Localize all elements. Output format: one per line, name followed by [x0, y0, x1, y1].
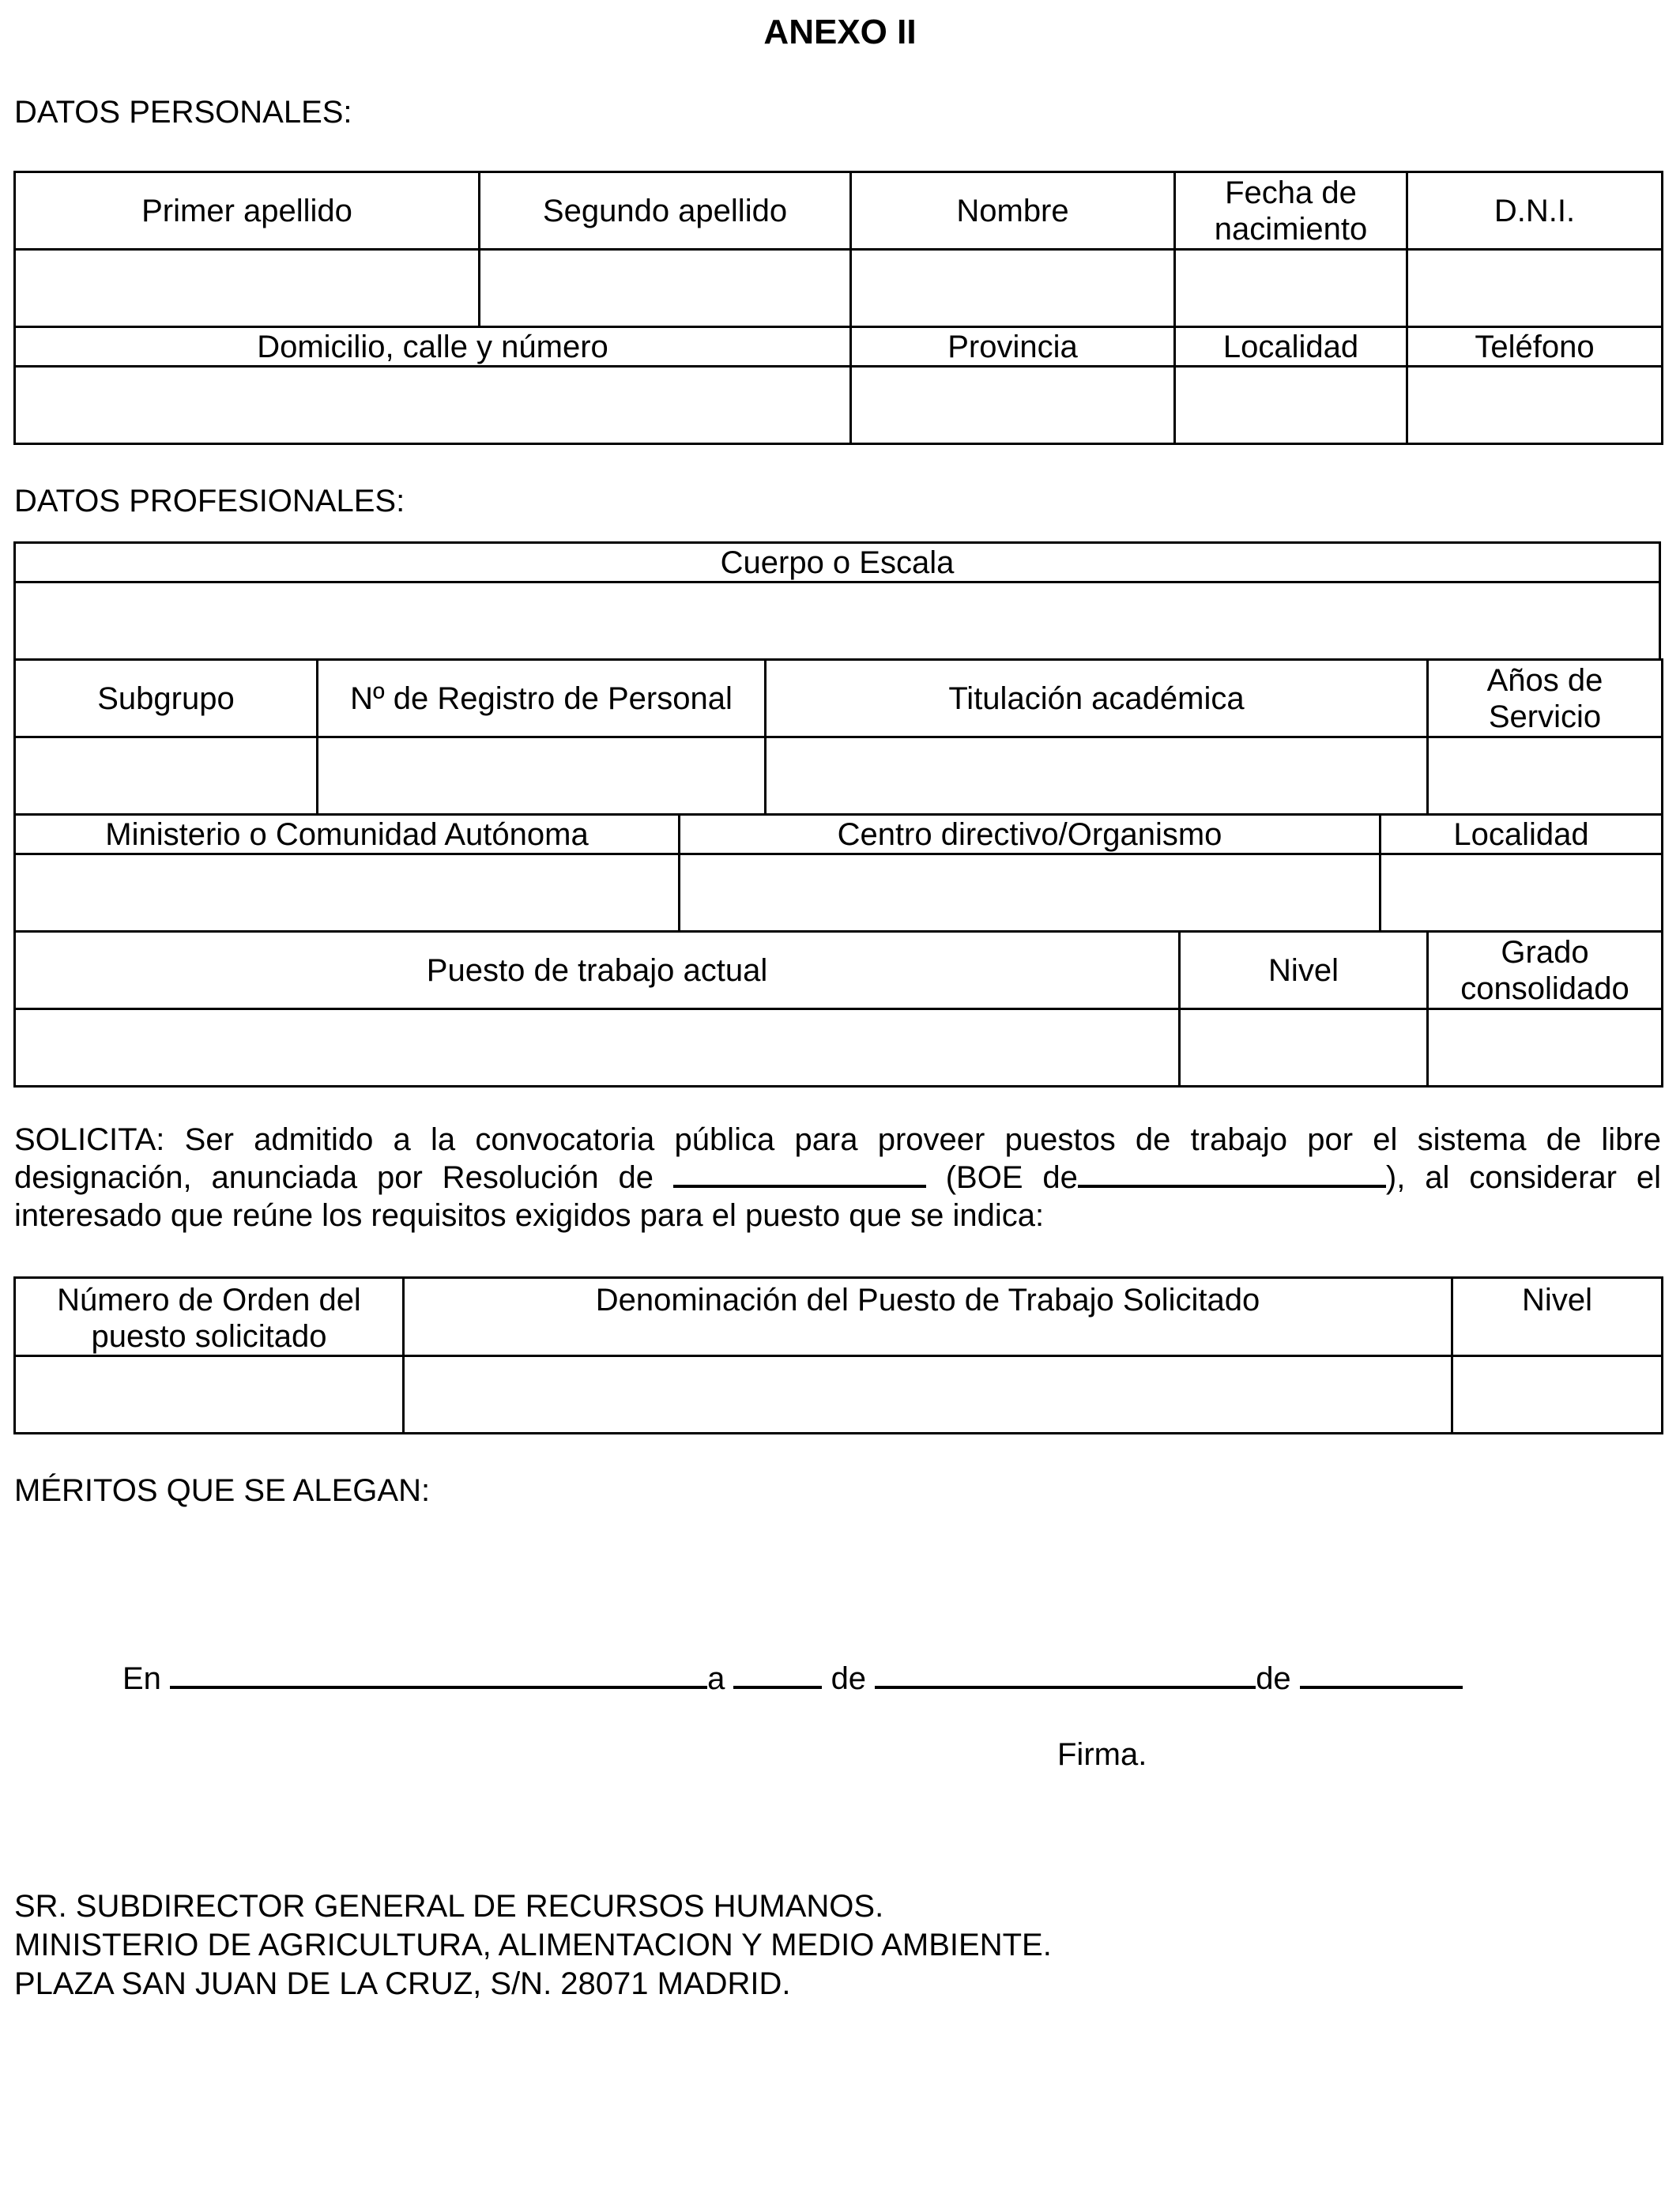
header-titulacion: Titulación académica	[766, 660, 1428, 737]
solicita-text-1: SOLICITA: Ser admitido a la convocatoria pública para proveer puestos de trabajo por el sistema de libre designación, anunciada por Resolución de	[14, 1122, 1661, 1195]
header-dni: D.N.I.	[1407, 172, 1663, 250]
field-registro-personal[interactable]	[318, 737, 766, 815]
field-primer-apellido[interactable]	[15, 250, 480, 327]
field-grado-consolidado[interactable]	[1428, 1009, 1663, 1087]
ministerio-table	[13, 813, 1663, 933]
header-grado-consolidado: Grado consolidado	[1428, 932, 1663, 1009]
lugar-blank[interactable]	[170, 1662, 707, 1689]
datos-personales-heading: DATOS PERSONALES:	[14, 95, 352, 130]
header-localidad-profesional: Localidad	[1381, 815, 1663, 854]
solicita-paragraph	[14, 1121, 1661, 1235]
field-localidad[interactable]	[1175, 367, 1407, 444]
fecha-en: En	[122, 1661, 161, 1696]
field-localidad-profesional[interactable]	[1381, 854, 1663, 932]
field-denominacion-puesto[interactable]	[404, 1356, 1452, 1434]
destinatario-line-3: PLAZA SAN JUAN DE LA CRUZ, S/N. 28071 MADRID.	[14, 1966, 791, 2001]
field-subgrupo[interactable]	[15, 737, 318, 815]
dia-blank[interactable]	[733, 1662, 822, 1689]
mes-blank[interactable]	[875, 1662, 1256, 1689]
header-nombre: Nombre	[851, 172, 1175, 250]
header-registro-personal: Nº de Registro de Personal	[318, 660, 766, 737]
fecha-de-1: de	[831, 1661, 867, 1696]
header-telefono: Teléfono	[1407, 327, 1663, 367]
page-title: ANEXO II	[763, 13, 917, 51]
header-anos-servicio: Años de Servicio	[1428, 660, 1663, 737]
ano-blank[interactable]	[1300, 1662, 1463, 1689]
header-subgrupo: Subgrupo	[15, 660, 318, 737]
header-puesto-actual: Puesto de trabajo actual	[15, 932, 1180, 1009]
field-anos-servicio[interactable]	[1428, 737, 1663, 815]
field-domicilio[interactable]	[15, 367, 851, 444]
field-dni[interactable]	[1407, 250, 1663, 327]
destinatario-line-1: SR. SUBDIRECTOR GENERAL DE RECURSOS HUMANOS.	[14, 1889, 884, 1924]
header-cuerpo-escala: Cuerpo o Escala	[15, 543, 1660, 582]
solicita-text-2: (BOE de	[925, 1160, 1078, 1195]
header-provincia: Provincia	[851, 327, 1175, 367]
field-telefono[interactable]	[1407, 367, 1663, 444]
header-ministerio: Ministerio o Comunidad Autónoma	[15, 815, 680, 854]
header-primer-apellido: Primer apellido	[15, 172, 480, 250]
solicita-text-3: ), al considerar el interesado que reúne los requisitos exigidos para el puesto que se indica:	[14, 1160, 1662, 1233]
header-denominacion-puesto: Denominación del Puesto de Trabajo Solicitado	[404, 1278, 1452, 1356]
firma-label: Firma.	[1057, 1737, 1147, 1772]
puesto-solicitado-table	[13, 1276, 1663, 1434]
header-centro-directivo: Centro directivo/Organismo	[680, 815, 1381, 854]
datos-profesionales-heading: DATOS PROFESIONALES:	[14, 484, 405, 518]
fecha-a: a	[707, 1661, 725, 1696]
header-segundo-apellido: Segundo apellido	[480, 172, 851, 250]
datos-personales-table	[13, 171, 1663, 445]
resolucion-blank[interactable]	[673, 1161, 926, 1188]
header-nivel-actual: Nivel	[1180, 932, 1428, 1009]
puesto-actual-table	[13, 930, 1663, 1088]
fecha-line	[122, 1658, 1463, 1699]
destinatario-block	[14, 1887, 1052, 2004]
field-nivel-actual[interactable]	[1180, 1009, 1428, 1087]
field-nivel-solicitado[interactable]	[1452, 1356, 1663, 1434]
meritos-heading: MÉRITOS QUE SE ALEGAN:	[14, 1473, 431, 1508]
field-provincia[interactable]	[851, 367, 1175, 444]
header-localidad: Localidad	[1175, 327, 1407, 367]
cuerpo-table	[13, 541, 1661, 661]
field-fecha-nacimiento[interactable]	[1175, 250, 1407, 327]
subgrupo-table	[13, 658, 1663, 816]
boe-blank[interactable]	[1078, 1161, 1386, 1188]
header-domicilio: Domicilio, calle y número	[15, 327, 851, 367]
field-ministerio[interactable]	[15, 854, 680, 932]
fecha-de-2: de	[1256, 1661, 1291, 1696]
field-cuerpo-escala[interactable]	[15, 582, 1660, 660]
field-titulacion[interactable]	[766, 737, 1428, 815]
destinatario-line-2: MINISTERIO DE AGRICULTURA, ALIMENTACION Y MEDIO AMBIENTE.	[14, 1928, 1052, 1962]
header-numero-orden: Número de Orden del puesto solicitado	[15, 1278, 404, 1356]
field-centro-directivo[interactable]	[680, 854, 1381, 932]
header-nivel-solicitado: Nivel	[1452, 1278, 1663, 1356]
field-nombre[interactable]	[851, 250, 1175, 327]
field-puesto-actual[interactable]	[15, 1009, 1180, 1087]
field-segundo-apellido[interactable]	[480, 250, 851, 327]
field-numero-orden[interactable]	[15, 1356, 404, 1434]
header-fecha-nacimiento: Fecha de nacimiento	[1175, 172, 1407, 250]
